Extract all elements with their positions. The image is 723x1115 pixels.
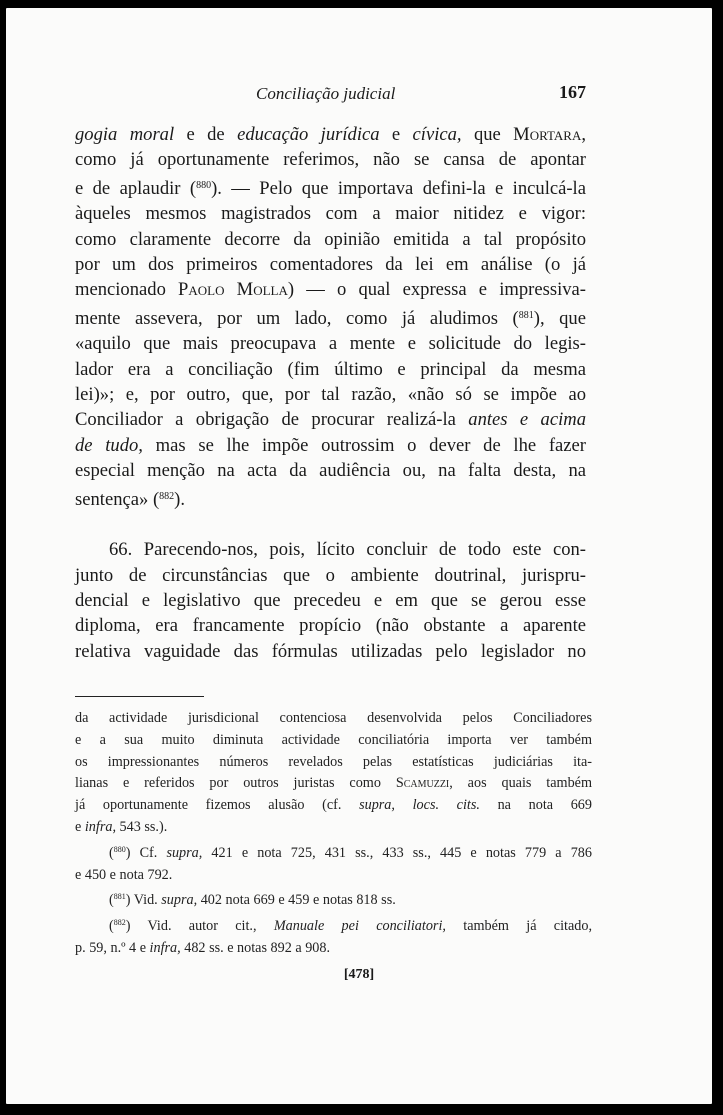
author-name: Scamuzzi, bbox=[395, 775, 453, 792]
text-line: como claramente decorre da opinião emitida a tal propósito bbox=[75, 228, 586, 250]
footnote-number: 881 bbox=[113, 892, 126, 902]
footnote-line: da actividade jurisdicional contenciosa desenvolvida pelos Conciliadores bbox=[75, 710, 592, 726]
text-line: por um dos primeiros comentadores da lei em análise (o já bbox=[75, 254, 586, 276]
footnote-881: ($^{881}$) Vid. supra, 402 nota 669 e 459 e notas 818 ss. bbox=[109, 892, 396, 909]
text-line: sentença» ($^{882}$). bbox=[75, 488, 185, 510]
footnote-line: e 450 e nota 792. bbox=[75, 866, 173, 883]
text-line: mente assevera, por um lado, como já aludimos ($^{881}$), que bbox=[75, 307, 586, 329]
footnote-ref: 882 bbox=[159, 490, 175, 502]
text-line: dencial e legislativo que precedeu e em que se gerou esse bbox=[75, 589, 586, 611]
text-line: «aquilo que mais preocupava a mente e solicitude do legis- bbox=[75, 333, 586, 355]
text-line: e de aplaudir ($^{880}$). — Pelo que importava defini-la e inculcá-la bbox=[75, 177, 586, 199]
main-text bbox=[75, 122, 586, 664]
footnote-line: p. 59, n.º 4 e infra, 482 ss. e notas 892 a 908. bbox=[75, 939, 331, 956]
footnote-line: e a sua muito diminuta actividade conciliatória importa ver também bbox=[75, 731, 592, 748]
text-line: lei)»; e, por outro, que, por tal razão, «não só se impõe ao bbox=[75, 384, 586, 406]
folio-number: [478] bbox=[343, 967, 375, 982]
text-line: Conciliador a obrigação de procurar realizá-la antes e acima bbox=[75, 409, 586, 431]
text-line: especial menção na acta da audiência ou, na falta desta, na bbox=[75, 460, 586, 482]
text-line: gogia moral e de educação jurídica e cívica, que Mortara, bbox=[75, 124, 586, 145]
author-name: Paolo Molla bbox=[178, 279, 288, 301]
footnote-ref: 881 bbox=[518, 309, 534, 321]
footnote-880: ($^{880}$) Cf. supra, 421 e nota 725, 431 ss., 433 ss., 445 e notas 779 a 786 bbox=[109, 844, 592, 861]
footnote-line: lianas e referidos por outros juristas como Scamuzzi, aos quais também bbox=[75, 775, 592, 792]
running-title: Conciliação judicial bbox=[256, 84, 396, 103]
footnote-number: 882 bbox=[113, 918, 126, 928]
footnotes bbox=[75, 708, 592, 960]
text-line: àqueles mesmos magistrados com a maior nitidez e vigor: bbox=[75, 203, 586, 225]
author-name: Mortara, bbox=[513, 124, 586, 145]
text-line: relativa vaguidade das fórmulas utilizadas pelo legislador no bbox=[75, 640, 586, 662]
footnote-line: já oportunamente fizemos alusão (cf. supra, locs. cits. na nota 669 bbox=[75, 797, 592, 814]
text-line: junto de circunstâncias que o ambiente doutrinal, jurispru- bbox=[75, 564, 586, 586]
book-page bbox=[6, 8, 712, 1104]
page-header bbox=[6, 78, 712, 108]
footnote-882: ($^{882}$) Vid. autor cit., Manuale pei conciliatori, também já citado, bbox=[109, 918, 593, 935]
text-line: mencionado Paolo Molla) — o qual expressa e impressiva- bbox=[75, 279, 586, 301]
paragraph-66 bbox=[75, 537, 586, 664]
page-number: 167 bbox=[559, 82, 586, 102]
footnote-line: e infra, 543 ss.). bbox=[75, 818, 168, 835]
text-line: como já oportunamente referimos, não se cansa de apontar bbox=[75, 149, 586, 171]
footnote-number: 880 bbox=[113, 844, 126, 854]
text-line: 66. Parecendo-nos, pois, lícito concluir de todo este con- bbox=[109, 539, 586, 561]
footnote-line: os impressionantes números revelados pelas estatísticas judiciárias ita- bbox=[75, 753, 592, 770]
footnote-ref: 880 bbox=[196, 179, 212, 191]
text-line: diploma, era francamente propício (não obstante a aparente bbox=[75, 615, 586, 637]
footnote-divider bbox=[75, 696, 204, 697]
text-line: de tudo, mas se lhe impõe outrossim o dever de lhe fazer bbox=[75, 434, 586, 456]
text-line: lador era a conciliação (fim último e principal da mesma bbox=[75, 358, 586, 380]
